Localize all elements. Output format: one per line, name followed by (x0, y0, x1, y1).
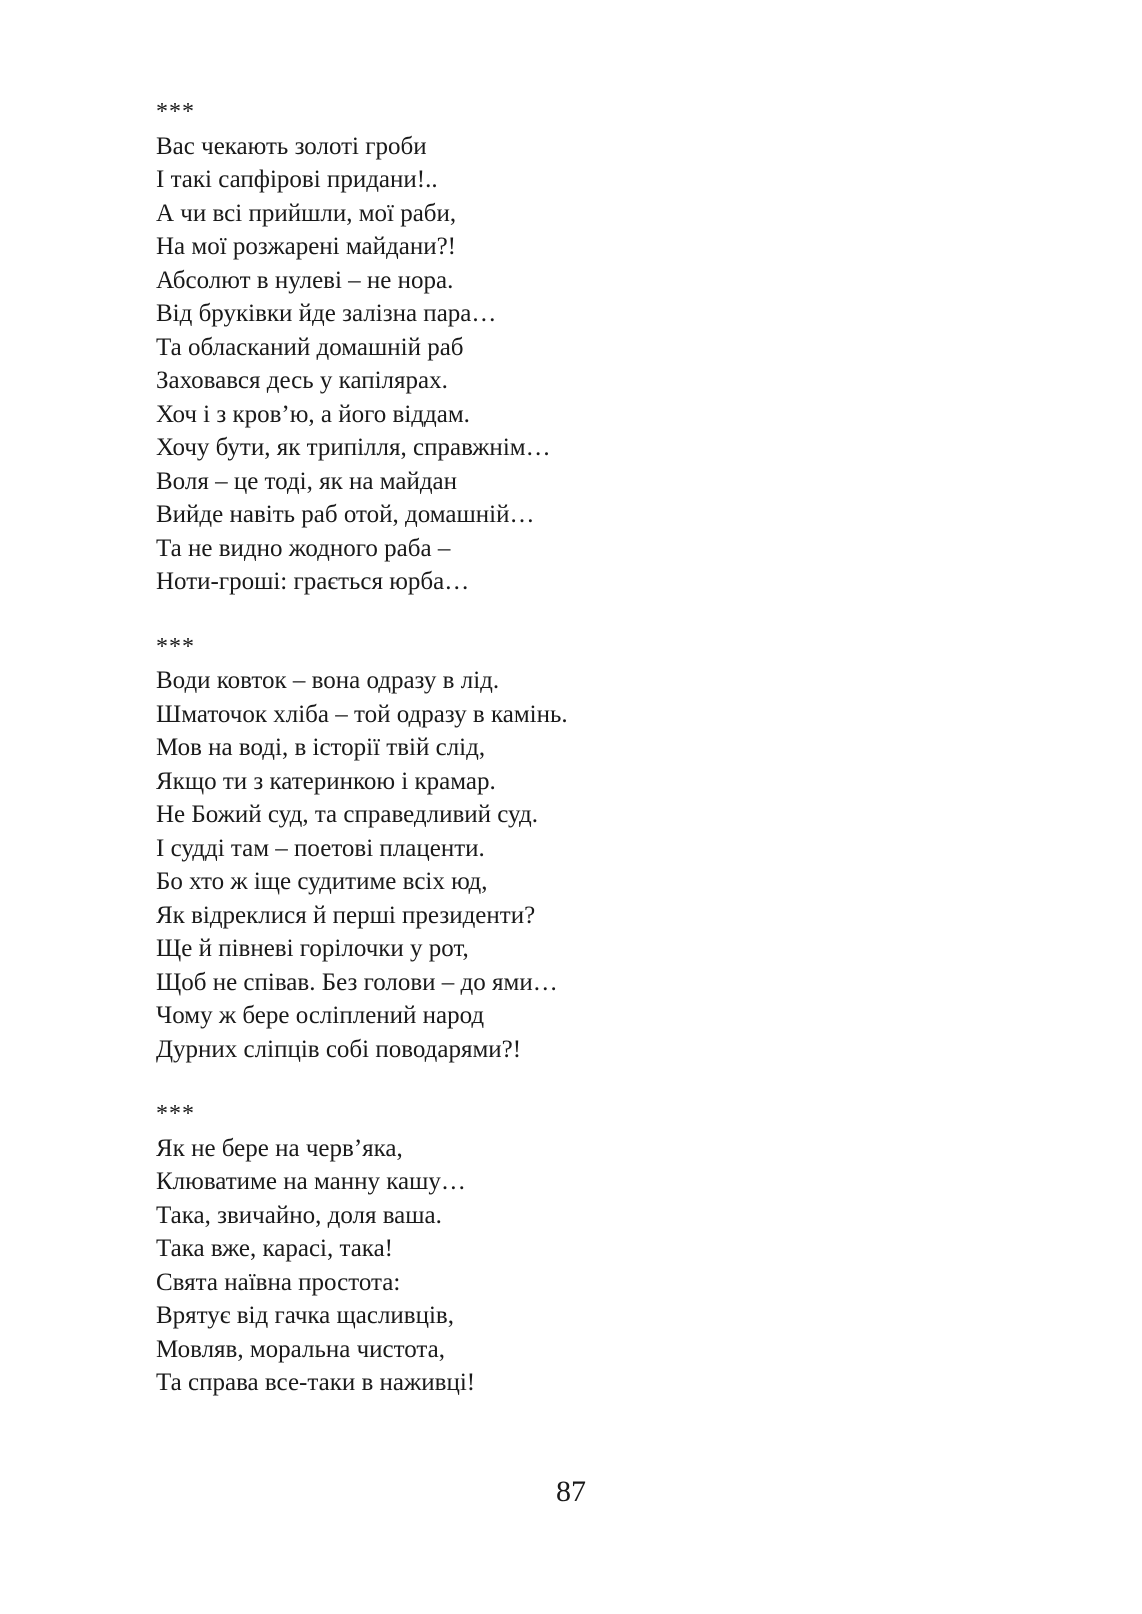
poem-line: На мої розжарені майдани?! (156, 233, 456, 260)
poem-3 (156, 1098, 1056, 1400)
poem-line: Вийде навіть раб отой, домашній… (156, 501, 535, 528)
poem-line: Заховався десь у капілярах. (156, 367, 448, 394)
poem-line: Хочу бути, як трипілля, справжнім… (156, 434, 551, 461)
poem-line: Якщо ти з катеринкою і крамар. (156, 767, 496, 795)
poem-line: І судді там – поетові плаценти. (156, 834, 485, 862)
poem-line: Вас чекають золоті гроби (156, 132, 427, 160)
poem-line: Шматочок хліба – той одразу в камінь. (156, 700, 568, 728)
poem-line: Як відреклися й перші президенти? (156, 901, 536, 929)
poem-line: Врятує від гачка щасливців, (156, 1302, 454, 1329)
poem-line: Не Божий суд, та справедливий суд. (156, 801, 538, 828)
poem-line: Дурних сліпців собі поводарями?! (156, 1035, 522, 1063)
poem-line: Як не бере на черв’яка, (156, 1134, 403, 1162)
poem-line: І такі сапфірові придани!.. (156, 166, 438, 193)
poem-line: Абсолют в нулеві – не нора. (156, 266, 454, 294)
poem-separator: *** (156, 99, 195, 125)
poem-line: Ще й півневі горілочки у рот, (156, 935, 469, 962)
poem-separator: *** (156, 1101, 195, 1127)
poem-line: Хоч і з кров’ю, а його віддам. (156, 400, 470, 428)
poem-line: Води ковток – вона одразу в лід. (156, 667, 500, 694)
poem-line: Та справа все-таки в наживці! (156, 1369, 476, 1396)
poem-line: Та обласканий домашній раб (156, 333, 464, 361)
poem-line: Щоб не співав. Без голови – до ями… (156, 968, 558, 996)
poem-line: Така вже, карасі, така! (156, 1235, 393, 1262)
poem-line: Свята наївна простота: (156, 1268, 401, 1296)
poem-line: Мов на воді, в історії твій слід, (156, 734, 486, 761)
poem-line: Воля – це тоді, як на майдан (156, 467, 458, 495)
poem-line: Та не видно жодного раба – (156, 534, 451, 562)
poem-line: Чому ж бере осліплений народ (156, 1002, 485, 1029)
poem-line: А чи всі прийшли, мої раби, (156, 199, 457, 227)
poem-line: Така, звичайно, доля ваша. (156, 1201, 442, 1229)
page-number: 87 (556, 1475, 586, 1508)
poem-line: Клюватиме на манну кашу… (156, 1168, 466, 1195)
poem-1 (156, 96, 1056, 599)
poem-line: Ноти-гроші: грається юрба… (156, 568, 470, 595)
poem-line: Бо хто ж іще судитиме всіх юд, (156, 868, 488, 895)
poems-container (156, 96, 1056, 1400)
poem-line: Від бруківки йде залізна пара… (156, 300, 497, 327)
poem-line: Мовляв, моральна чистота, (156, 1335, 445, 1363)
poem-2 (156, 631, 1056, 1067)
poem-separator: *** (156, 633, 195, 660)
